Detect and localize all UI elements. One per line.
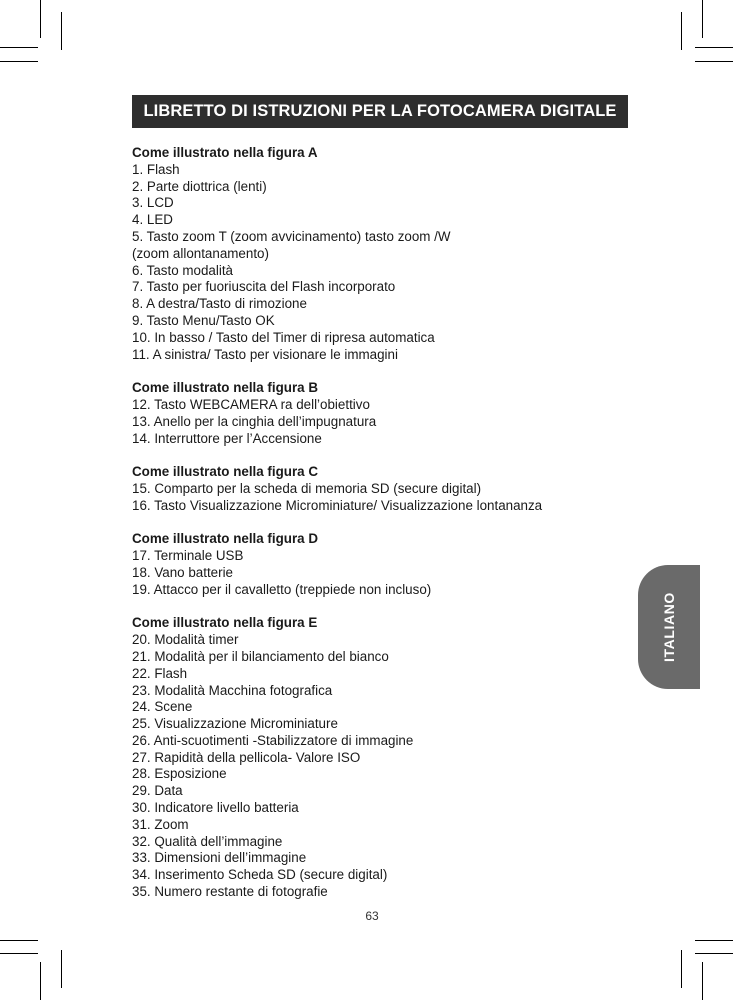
- list-item: 30. Indicatore livello batteria: [132, 800, 299, 816]
- crop-mark: [681, 950, 682, 988]
- list-item: 11. A sinistra/ Tasto per visionare le immagini: [132, 346, 398, 362]
- section-heading: Come illustrato nella figura B: [132, 380, 319, 396]
- crop-mark: [695, 47, 733, 48]
- list-item: 32. Qualità dell’immagine: [132, 833, 283, 849]
- list-item: 23. Modalità Macchina fotografica: [132, 682, 333, 698]
- page-number: 63: [365, 909, 379, 923]
- crop-mark: [695, 61, 733, 62]
- crop-mark: [0, 940, 38, 941]
- section-heading: Come illustrato nella figura E: [132, 615, 318, 631]
- list-item: (zoom allontanamento): [132, 245, 269, 261]
- section-heading: Come illustrato nella figura D: [132, 531, 319, 547]
- section-heading: Come illustrato nella figura C: [132, 464, 319, 480]
- list-item: 1. Flash: [132, 161, 180, 177]
- section-heading: Come illustrato nella figura A: [132, 145, 318, 160]
- list-item: 28. Esposizione: [132, 766, 227, 782]
- crop-mark: [681, 12, 682, 50]
- section-figure-a: [132, 145, 622, 363]
- crop-mark: [702, 962, 703, 1000]
- page-title: LIBRETTO DI ISTRUZIONI PER LA FOTOCAMERA DIGITALE: [143, 102, 617, 120]
- list-item: 15. Comparto per la scheda di memoria SD (secure digital): [132, 480, 482, 496]
- list-item: 14. Interruttore per l’Accensione: [132, 430, 322, 446]
- crop-mark: [40, 0, 41, 38]
- language-tab: [638, 565, 700, 689]
- list-item: 31. Zoom: [132, 816, 189, 832]
- list-item: 12. Tasto WEBCAMERA ra dell’obiettivo: [132, 396, 370, 412]
- crop-mark: [0, 47, 38, 48]
- list-item: 34. Inserimento Scheda SD (secure digital): [132, 867, 388, 883]
- crop-mark: [702, 0, 703, 38]
- list-item: 25. Visualizzazione Microminiature: [132, 716, 338, 732]
- list-item: 6. Tasto modalità: [132, 262, 233, 278]
- list-item: 8. A destra/Tasto di rimozione: [132, 296, 307, 312]
- list-item: 29. Data: [132, 783, 183, 799]
- list-item: 21. Modalità per il bilanciamento del bianco: [132, 648, 389, 664]
- list-item: 22. Flash: [132, 665, 188, 681]
- list-item: 2. Parte diottrica (lenti): [132, 178, 267, 194]
- list-item: 17. Terminale USB: [132, 548, 244, 564]
- section-figure-b: [132, 380, 622, 447]
- list-item: 16. Tasto Visualizzazione Microminiature/ Visualizzazione lontananza: [132, 497, 543, 513]
- list-item: 19. Attacco per il cavalletto (treppiede non incluso): [132, 581, 432, 597]
- page-title-bar: [132, 95, 628, 128]
- parts-list: [132, 145, 622, 901]
- list-item: 33. Dimensioni dell’immagine: [132, 850, 307, 866]
- section-figure-c: [132, 464, 622, 514]
- section-figure-d: [132, 531, 622, 598]
- list-item: 24. Scene: [132, 699, 193, 715]
- list-item: 20. Modalità timer: [132, 632, 239, 648]
- section-figure-e: [132, 615, 622, 901]
- list-item: 10. In basso / Tasto del Timer di ripresa automatica: [132, 329, 435, 345]
- list-item: 5. Tasto zoom T (zoom avvicinamento) tasto zoom /W: [132, 228, 451, 244]
- crop-mark: [61, 950, 62, 988]
- crop-mark: [40, 962, 41, 1000]
- list-item: 27. Rapidità della pellicola- Valore ISO: [132, 749, 361, 765]
- crop-mark: [0, 61, 38, 62]
- crop-mark: [695, 953, 733, 954]
- crop-mark: [0, 953, 38, 954]
- language-tab-label: ITALIANO: [661, 592, 677, 662]
- list-item: 35. Numero restante di fotografie: [132, 884, 328, 900]
- list-item: 9. Tasto Menu/Tasto OK: [132, 312, 275, 328]
- crop-mark: [61, 12, 62, 50]
- list-item: 3. LCD: [132, 195, 174, 211]
- list-item: 26. Anti-scuotimenti -Stabilizzatore di immagine: [132, 732, 414, 748]
- list-item: 18. Vano batterie: [132, 564, 233, 580]
- crop-mark: [695, 940, 733, 941]
- list-item: 13. Anello per la cinghia dell’impugnatura: [132, 413, 377, 429]
- list-item: 7. Tasto per fuoriuscita del Flash incorporato: [132, 279, 396, 295]
- list-item: 4. LED: [132, 212, 173, 228]
